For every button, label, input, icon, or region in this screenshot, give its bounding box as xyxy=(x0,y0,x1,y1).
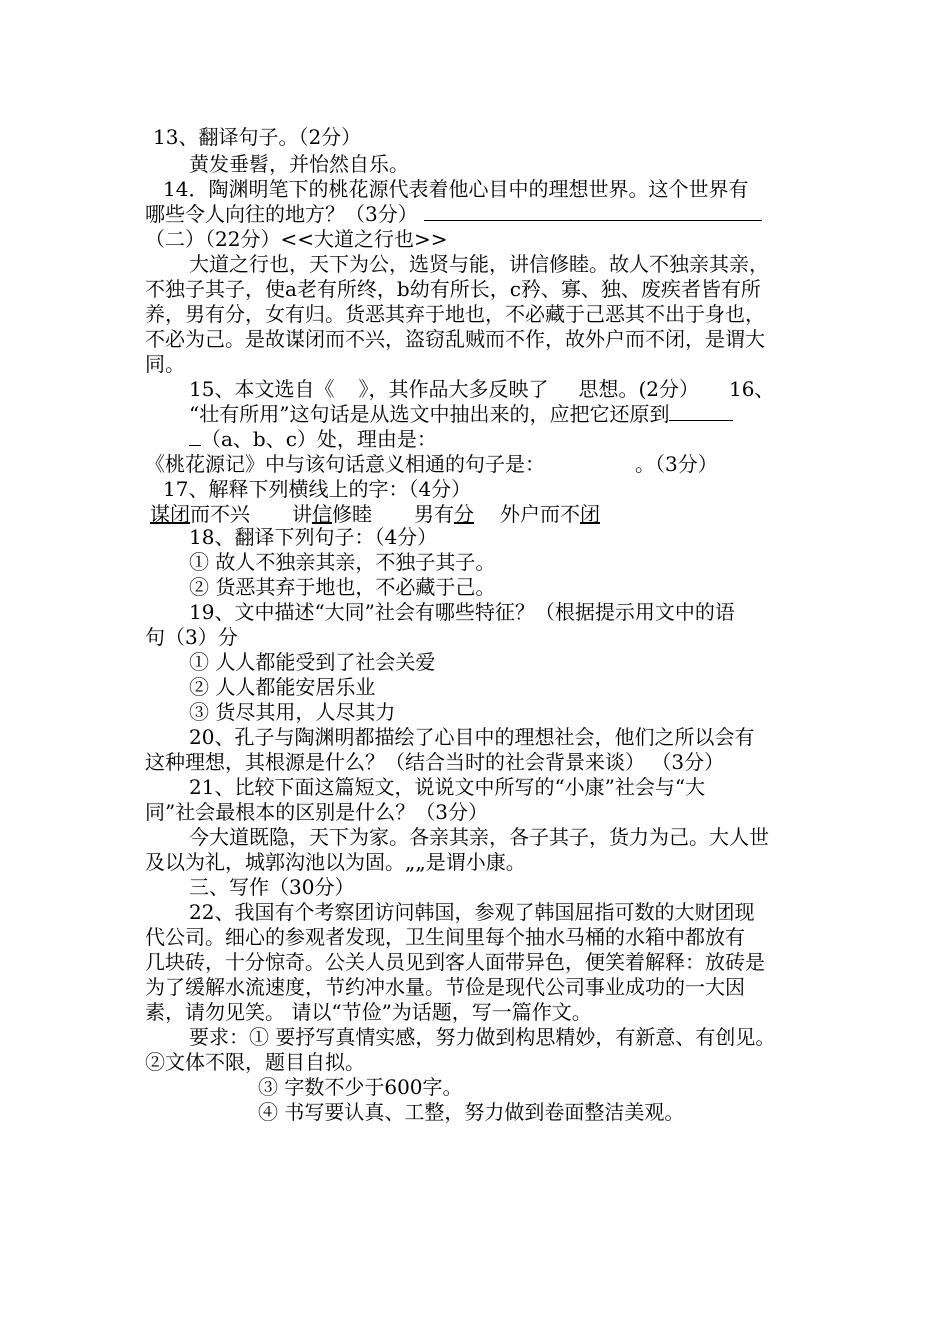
q16-line4 xyxy=(145,451,718,477)
q15-line1 xyxy=(189,376,774,402)
q22-line: 代公司。细心的参观者发现，卫生间里每个抽水马桶的水箱中都放有 xyxy=(145,925,745,949)
q16-blank xyxy=(669,402,733,421)
q22-line: 22、我国有个考察团访问韩国，参观了韩国屈指可数的大财团现 xyxy=(189,900,755,924)
q22-requirement1: 要求：① 要抒写真情实感，努力做到构思精妙，有新意、有创见。 xyxy=(189,1025,776,1049)
q16-line3 xyxy=(189,426,437,452)
q16-related: 《桃花源记》中与该句话意义相通的句子是： xyxy=(145,452,545,476)
passage-line: 不独子其子，使a老有所终，b幼有所长，c矜、寡、独、废疾者皆有所 xyxy=(145,277,761,301)
q16-reason: （a、b、c）处，理由是： xyxy=(201,427,437,451)
q20-line1: 20、孔子与陶渊明都描绘了心目中的理想社会，他们之所以会有 xyxy=(189,725,755,749)
q16-number: 16、 xyxy=(728,377,775,401)
q14-line1: 14．陶渊明笔下的桃花源代表着他心目中的理想世界。这个世界有 xyxy=(163,177,749,201)
q19-point2: ② 人人都能安居乐业 xyxy=(189,675,376,699)
q21-passage2: 及以为礼，城郭沟池以为固。„„是谓小康。 xyxy=(145,850,526,874)
q22-line: 几块砖，十分惊奇。公关人员见到客人面带异色，便笑着解释：放砖是 xyxy=(145,950,765,974)
passage-line: 不必为己。是故谋闭而不兴，盗窃乱贼而不作，故外户而不闭，是谓大 xyxy=(145,327,765,351)
section3-heading: 三、写作（30分） xyxy=(189,875,355,899)
q19-point1: ① 人人都能受到了社会关爱 xyxy=(189,650,436,674)
q15-text-c: 思想。(2分） xyxy=(578,377,699,401)
q17-word1-underlined: 谋闭 xyxy=(150,502,190,526)
q22-requirement4: ④ 书写要认真、工整，努力做到卷面整洁美观。 xyxy=(258,1100,685,1124)
q16-line2 xyxy=(189,401,733,427)
q20-line2: 这种理想，其根源是什么？（结合当时的社会背景来谈） （3分） xyxy=(145,750,725,774)
section2-heading: （二）（22分）<<大道之行也>> xyxy=(145,227,448,251)
q22-requirement2: ②文体不限，题目自拟。 xyxy=(145,1050,365,1074)
q17-word4-underlined: 闭 xyxy=(580,502,600,526)
q22-line: 素，请勿见笑。 请以“节俭”为话题，写一篇作文。 xyxy=(145,1000,592,1024)
q17-word2-underlined: 信 xyxy=(312,502,332,526)
passage-line: 大道之行也，天下为公，选贤与能，讲信修睦。故人不独亲其亲， xyxy=(189,252,769,276)
q22-requirement3: ③ 字数不少于600字。 xyxy=(258,1075,463,1099)
q14-line2 xyxy=(145,201,762,227)
q21-line2: 同”社会最根本的区别是什么？（3分） xyxy=(145,800,488,824)
q14-line2-text: 哪些令人向往的地方？（3分） xyxy=(145,202,418,226)
q15-text-a: 15、本文选自《 xyxy=(189,377,335,401)
q17-word2-b: 修睦 xyxy=(332,502,372,526)
q17-word1-rest: 而不兴 xyxy=(190,502,250,526)
q21-line1: 21、比较下面这篇短文，说说文中所写的“小康”社会与“大 xyxy=(189,775,706,799)
q21-passage1: 今大道既隐，天下为家。各亲其亲，各子其子，货力为己。大人世 xyxy=(189,825,769,849)
q16-score: 。（3分） xyxy=(635,452,718,476)
q13-title: 13、翻译句子。（2分） xyxy=(153,125,362,149)
q17-word4-a: 外户而不 xyxy=(500,502,580,526)
q16-text: “壮有所用”这句话是从选文中抽出来的，应把它还原到 xyxy=(189,402,670,426)
q19-line1: 19、文中描述“大同”社会有哪些特征？（根据提示用文中的语 xyxy=(189,600,735,624)
q13-sentence: 黄发垂髫，并怡然自乐。 xyxy=(189,152,409,176)
q17-title: 17、解释下列横线上的字：（4分） xyxy=(163,477,472,501)
passage-line: 养，男有分，女有归。货恶其弃于地也，不必藏于己恶其不出于身也， xyxy=(145,302,765,326)
q18-sentence2: ② 货恶其弃于地也，不必藏于己。 xyxy=(189,575,496,599)
q15-text-b: 》，其作品大多反映了 xyxy=(358,377,549,401)
q16-blank-2 xyxy=(189,427,201,446)
q19-line2: 句（3）分 xyxy=(145,625,238,649)
q18-title: 18、翻译下列句子：（4分） xyxy=(189,525,438,549)
q14-answer-blank xyxy=(424,202,762,221)
q22-line: 为了缓解水流速度，节约冲水量。节俭是现代公司事业成功的一大因 xyxy=(145,975,745,999)
passage-line: 同。 xyxy=(145,352,185,376)
q18-sentence1: ① 故人不独亲其亲，不独子其子。 xyxy=(189,550,496,574)
q17-word3-underlined: 分 xyxy=(454,502,474,526)
q17-word2-a: 讲 xyxy=(292,502,312,526)
q17-word3-a: 男有 xyxy=(414,502,454,526)
q19-point3: ③ 货尽其用，人尽其力 xyxy=(189,700,396,724)
